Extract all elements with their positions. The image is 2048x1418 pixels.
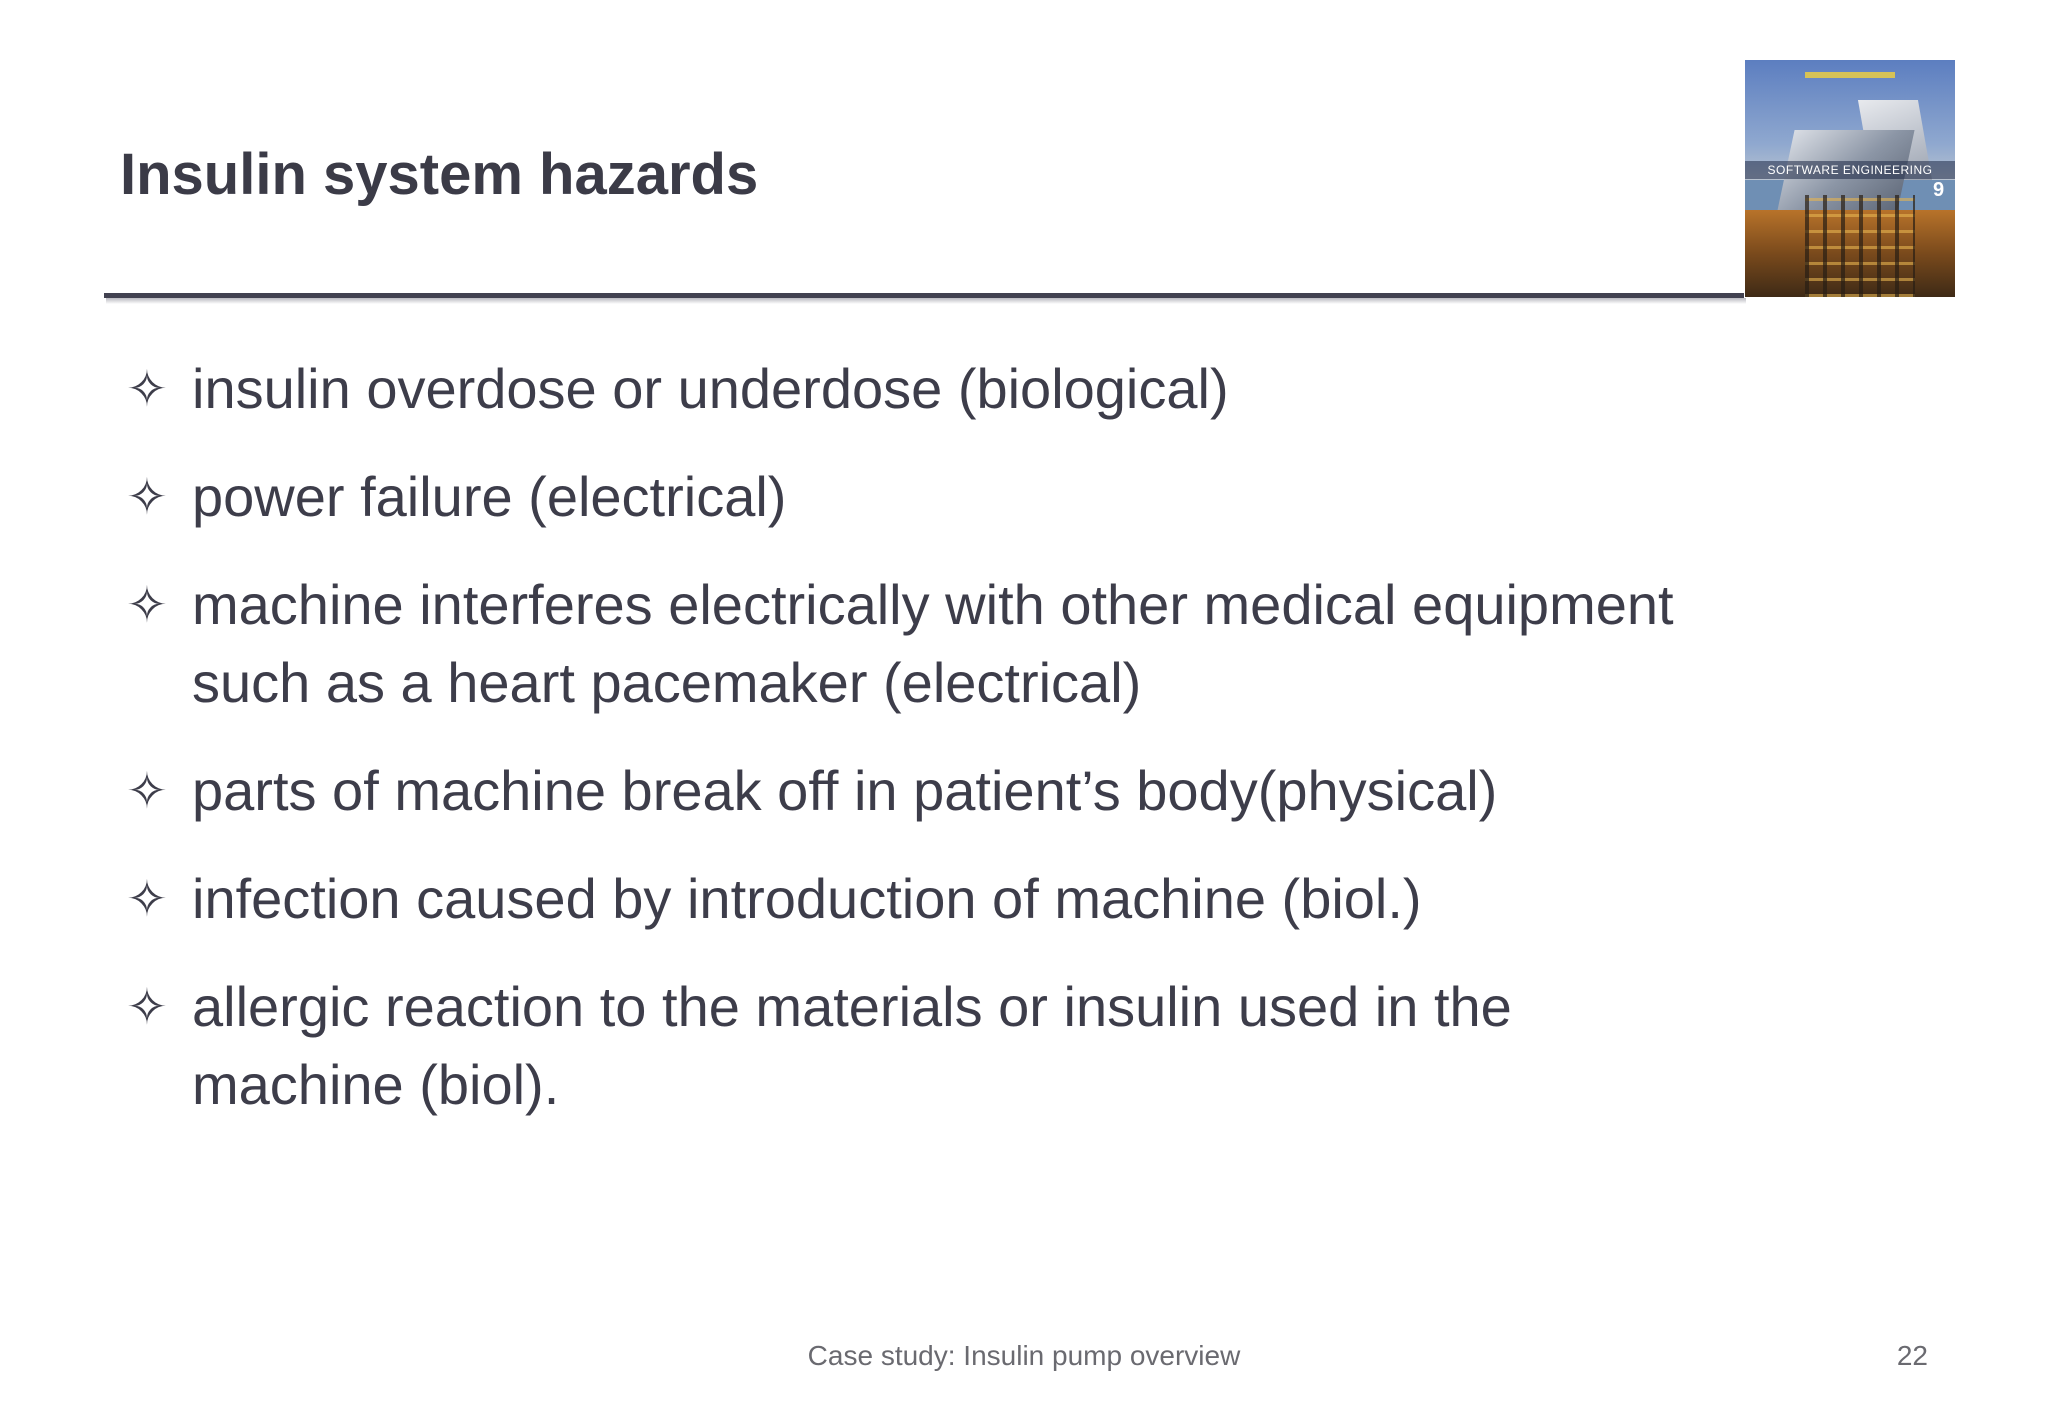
cover-title: SOFTWARE ENGINEERING: [1745, 161, 1955, 179]
bullet-item: [120, 860, 1920, 938]
footer-text: Case study: Insulin pump overview: [807, 1340, 1241, 1371]
bullet-star-icon: ✧: [126, 360, 168, 418]
bullet-item: [120, 566, 1920, 722]
bullet-list: [120, 350, 1920, 1154]
book-cover-image: [1745, 60, 1955, 297]
cover-edition: 9: [1933, 179, 1945, 201]
bullet-item: [120, 752, 1920, 830]
bullet-star-icon: ✧: [126, 978, 168, 1036]
title-divider-shadow: [106, 298, 1746, 304]
bullet-text-line: allergic reaction to the materials or insulin used in the: [192, 975, 1512, 1038]
bullet-star-icon: ✧: [126, 576, 168, 634]
cover-author-strip: [1805, 72, 1895, 78]
bullet-text-line: insulin overdose or underdose (biological): [192, 357, 1229, 420]
page-number: 22: [1896, 1340, 1928, 1371]
bullet-text-line: such as a heart pacemaker (electrical): [192, 651, 1142, 714]
bullet-star-icon: ✧: [126, 468, 168, 526]
bullet-text-line: infection caused by introduction of machine (biol.): [192, 867, 1422, 930]
bullet-text-line: parts of machine break off in patient’s body(physical): [192, 759, 1498, 822]
bullet-item: [120, 458, 1920, 536]
bullet-text-line: power failure (electrical): [192, 465, 787, 528]
cover-scaffold: [1805, 195, 1915, 297]
bullet-item: [120, 350, 1920, 428]
bullet-star-icon: ✧: [126, 762, 168, 820]
bullet-text-line: machine (biol).: [192, 1053, 560, 1116]
bullet-text-line: machine interferes electrically with other medical equipment: [192, 573, 1674, 636]
bullet-item: [120, 968, 1920, 1124]
bullet-star-icon: ✧: [126, 870, 168, 928]
slide-title: Insulin system hazards: [120, 142, 759, 207]
